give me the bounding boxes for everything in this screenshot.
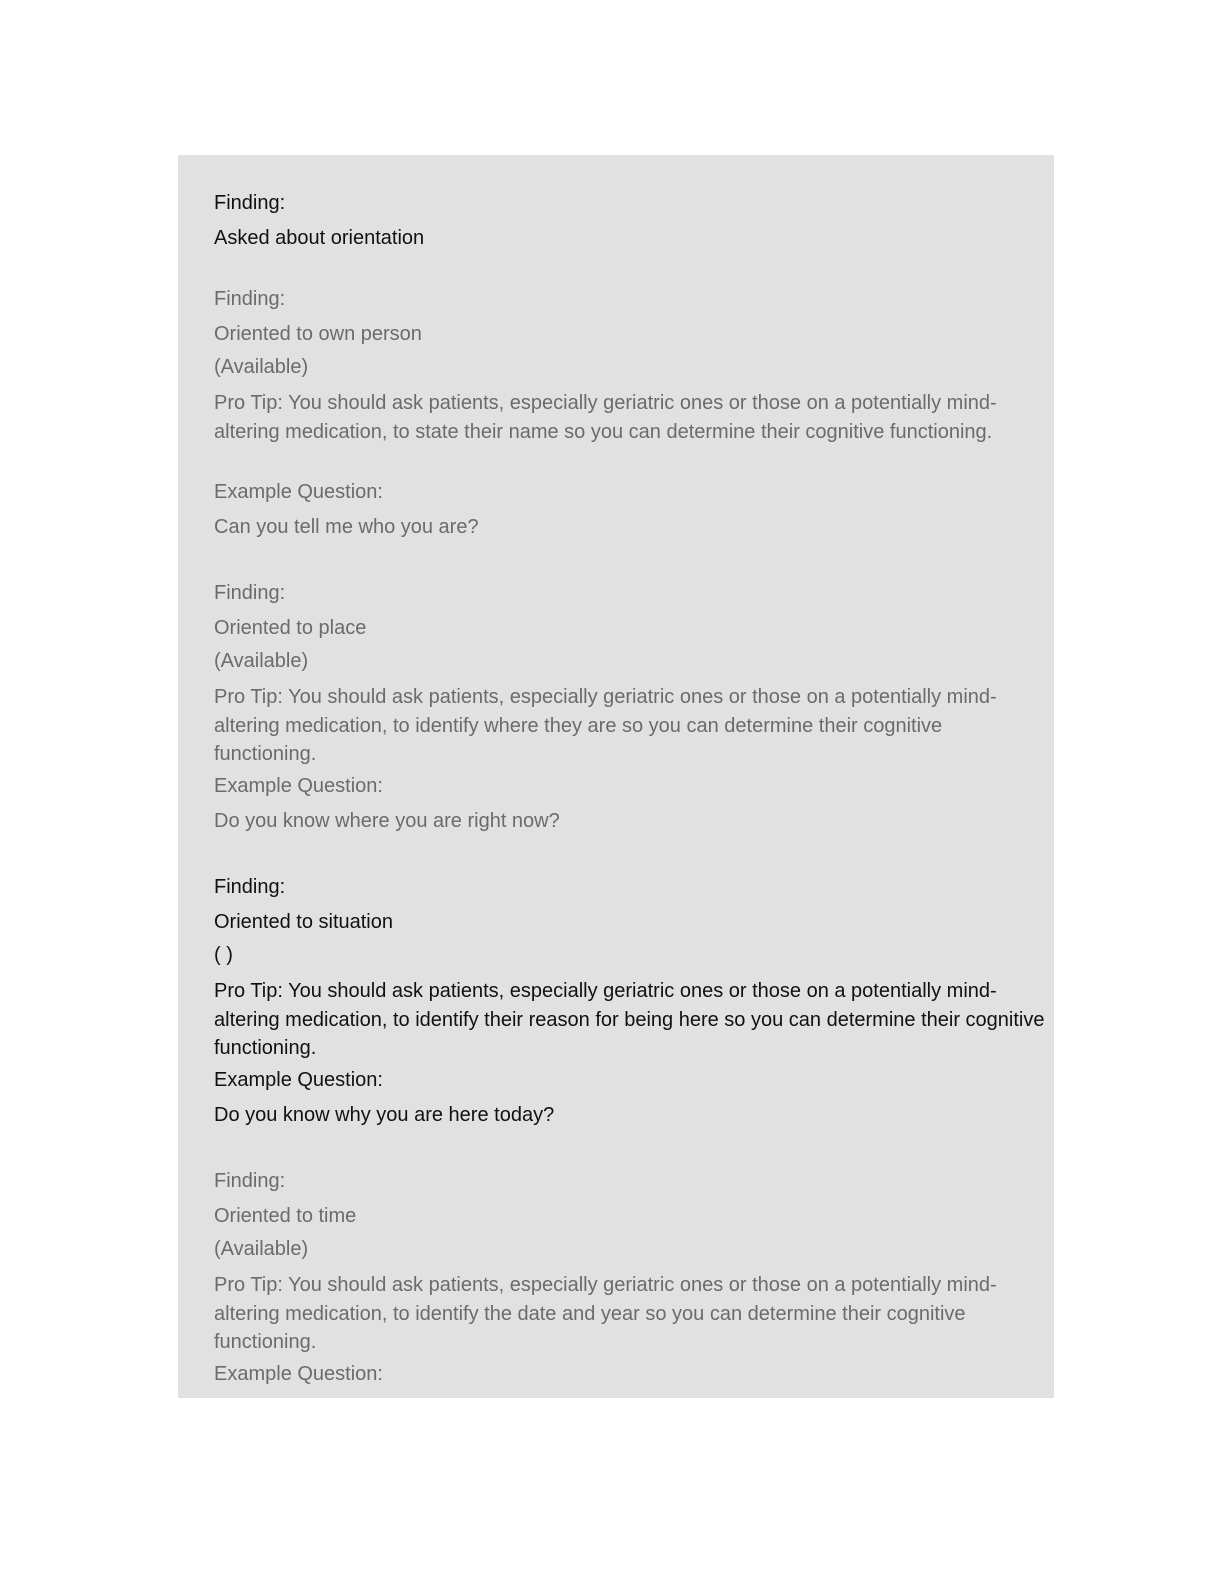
finding-name: Oriented to own person	[214, 323, 422, 345]
pro-tip: Pro Tip: You should ask patients, especially geriatric ones or those on a potentially mind-altering medication, to state their name so you can determine their cognitive functioning.	[214, 392, 997, 443]
example-question-label: Example Question:	[214, 1363, 383, 1385]
finding-heading: Finding:	[214, 876, 286, 898]
example-question-label: Example Question:	[214, 775, 383, 797]
pro-tip: Pro Tip: You should ask patients, especially geriatric ones or those on a potentially mind-altering medication, to identify the date and year so you can determine their cognitive functioning.	[214, 1274, 997, 1353]
finding-heading: Finding:	[214, 582, 286, 604]
pro-tip: Pro Tip: You should ask patients, especially geriatric ones or those on a potentially mind-altering medication, to identify where they are so you can determine their cognitive functioning.	[214, 686, 997, 765]
example-question: Do you know where you are right now?	[214, 810, 560, 832]
finding-status: (Available)	[214, 1238, 309, 1260]
pro-tip: Pro Tip: You should ask patients, especially geriatric ones or those on a potentially mind-altering medication, to identify their reason for being here so you can determine their cognitive functioning.	[214, 980, 1045, 1059]
example-question: Can you tell me who you are?	[214, 516, 479, 538]
finding-name: Asked about orientation	[214, 227, 425, 249]
example-question: Do you know why you are here today?	[214, 1104, 555, 1126]
finding-status: (Available)	[214, 650, 309, 672]
finding-name: Oriented to time	[214, 1205, 357, 1227]
finding-heading: Finding:	[214, 288, 286, 310]
finding-status: (Available)	[214, 356, 309, 378]
finding-heading: Finding:	[214, 1170, 286, 1192]
finding-status: ( )	[214, 944, 233, 966]
finding-name: Oriented to place	[214, 617, 367, 639]
example-question-label: Example Question:	[214, 481, 383, 503]
finding-heading: Finding:	[214, 192, 286, 214]
example-question-label: Example Question:	[214, 1069, 383, 1091]
finding-name: Oriented to situation	[214, 911, 393, 933]
